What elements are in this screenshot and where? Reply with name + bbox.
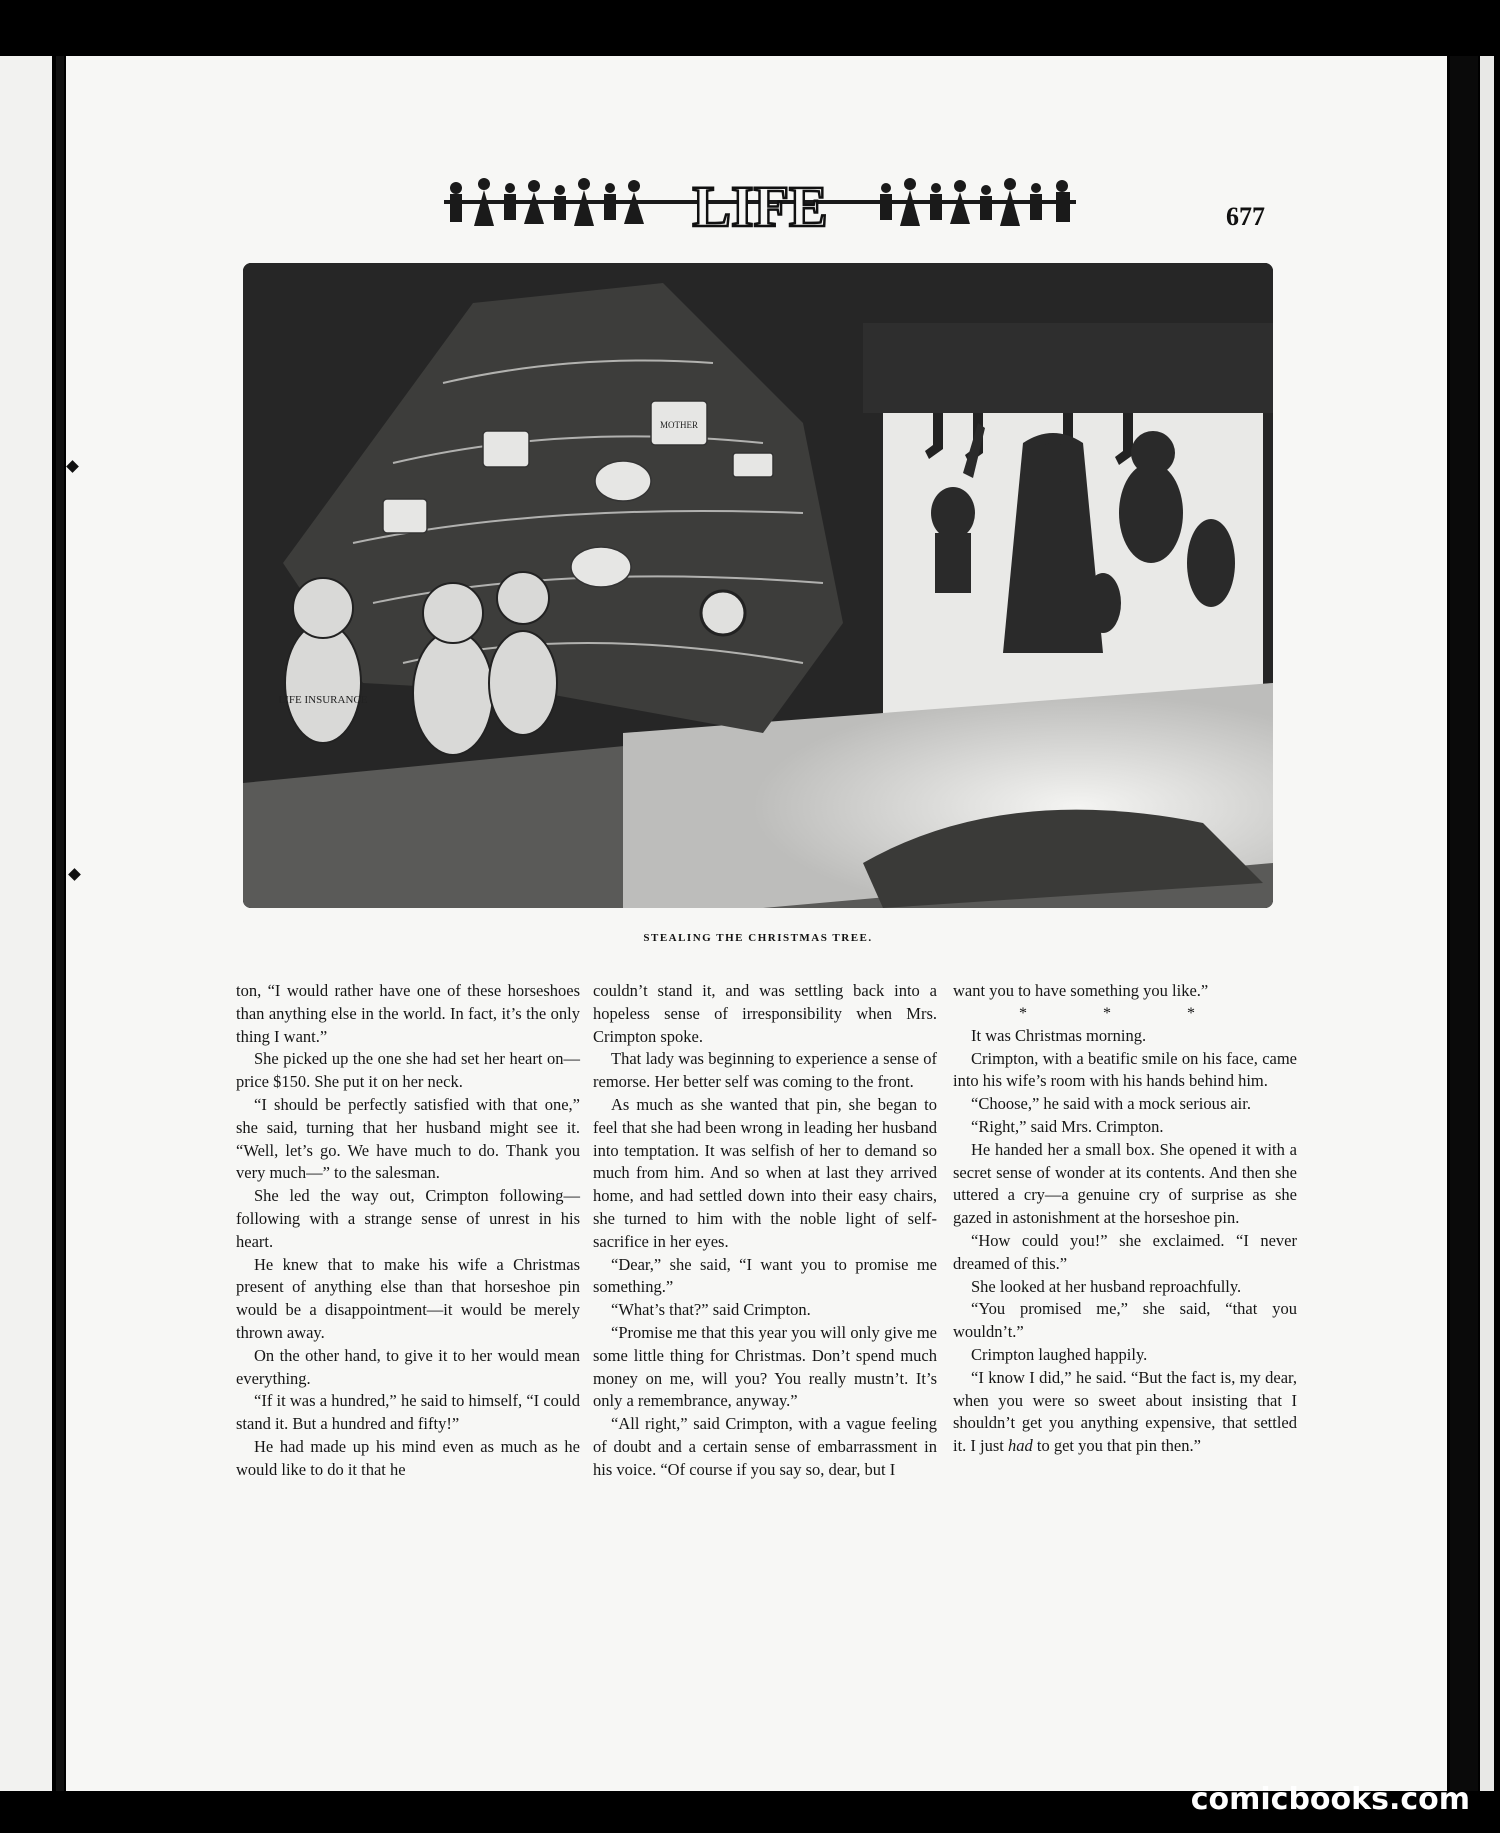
emphasis-had: had xyxy=(1008,1436,1033,1456)
section-break: * * * xyxy=(1019,1004,1231,1022)
paragraph: “Right,” said Mrs. Crimpton. xyxy=(971,1116,1164,1136)
page-gutter xyxy=(56,56,64,1791)
text-column-2 xyxy=(593,980,937,1482)
christmas-tree-illustration xyxy=(243,263,1273,908)
paragraph: She led the way out, Crimpton following—following with a strange sense of unrest in his heart. xyxy=(236,1186,580,1251)
paragraph: “Promise me that this year you will only give me some little thing for Christmas. Don’t spend much money on me, will you? You really mustn’t. It’s only a remembrance, anyway.” xyxy=(593,1322,937,1411)
paragraph: “I should be perfectly satisfied with that one,” she said, turning that her husband might see it. “Well, let’s go. We have much to do. Thank you very much—” to the salesman. xyxy=(236,1094,580,1183)
paragraph: “How could you!” she exclaimed. “I never dreamed of this.” xyxy=(953,1230,1297,1273)
paragraph: He handed her a small box. She opened it with a secret sense of wonder at its contents. And then she uttered a cry—a genuine cry of surprise as she gazed in astonishment at the horseshoe pin. xyxy=(953,1139,1297,1228)
paragraph: Crimpton laughed happily. xyxy=(971,1344,1148,1364)
mother-tag: MOTHER xyxy=(660,420,698,430)
life-masthead xyxy=(444,170,1076,232)
illustration-caption: STEALING THE CHRISTMAS TREE. xyxy=(643,932,873,944)
page-number: 677 xyxy=(1226,202,1265,231)
site-watermark: comicbooks.com xyxy=(1190,1782,1470,1817)
masthead-title: LIFE xyxy=(692,174,828,232)
paragraph: “You promised me,” she said, “that you wouldn’t.” xyxy=(953,1299,1297,1342)
paragraph: She looked at her husband reproachfully. xyxy=(971,1276,1242,1296)
final-paragraph xyxy=(953,1367,1297,1458)
paragraph: “If it was a hundred,” he said to himself, “I could stand it. But a hundred and fifty!” xyxy=(236,1391,580,1434)
paragraph: On the other hand, to give it to her would mean everything. xyxy=(236,1345,580,1388)
paragraph: He knew that to make his wife a Christmas present of anything else than that horseshoe pin would be a disappointment—it would be merely thrown away. xyxy=(236,1254,580,1342)
paragraph: want you to have something you like.” xyxy=(953,981,1209,1000)
paragraph: “What’s that?” said Crimpton. xyxy=(611,1300,811,1320)
page-edge-shadow xyxy=(1450,56,1478,1791)
life-insurance-label: LIFE INSURANCE xyxy=(278,694,368,706)
page-edge-strip xyxy=(1480,56,1494,1791)
paragraph: “Choose,” he said with a mock serious air. xyxy=(971,1094,1251,1114)
paragraph: “Dear,” she said, “I want you to promise me something.” xyxy=(593,1254,937,1297)
paragraph: It was Christmas morning. xyxy=(971,1025,1147,1045)
paragraph: couldn’t stand it, and was settling back into a hopeless sense of irresponsibility when Mrs. Crimpton spoke. xyxy=(593,981,937,1046)
text-column-1 xyxy=(236,980,580,1482)
final-text-b: to get you that pin then.” xyxy=(1032,1436,1201,1456)
paragraph: “All right,” said Crimpton, with a vague feeling of doubt and a certain sense of embarrassment in his voice. “Of course if you say so, dear, but I xyxy=(593,1414,937,1479)
paragraph: She picked up the one she had set her heart on—price $150. She put it on her neck. xyxy=(236,1049,580,1092)
paragraph: ton, “I would rather have one of these horseshoes than anything else in the world. In fact, it’s the only thing I want.” xyxy=(236,981,580,1046)
final-text-a: “I know I did,” he said. “But the fact is, my dear, when you were so sweet about insisting that I shouldn’t get you anything expensive, that settled it. I just xyxy=(953,1367,1297,1456)
facing-page-edge xyxy=(0,56,52,1791)
paragraph: Crimpton, with a beatific smile on his face, came into his wife’s room with his hands behind him. xyxy=(953,1048,1297,1091)
paragraph: As much as she wanted that pin, she began to feel that she had been wrong in leading her husband into temptation. It was selfish of her to demand so much from him. And so when at last they arrived home, and had settled down into their easy chairs, she turned to him with the noble light of self-sacrifice in her eyes. xyxy=(593,1094,937,1251)
paragraph: He had made up his mind even as much as he would like to do it that he xyxy=(236,1436,580,1479)
text-column-3 xyxy=(953,980,1297,1458)
paragraph: That lady was beginning to experience a sense of remorse. Her better self was coming to the front. xyxy=(593,1049,937,1092)
